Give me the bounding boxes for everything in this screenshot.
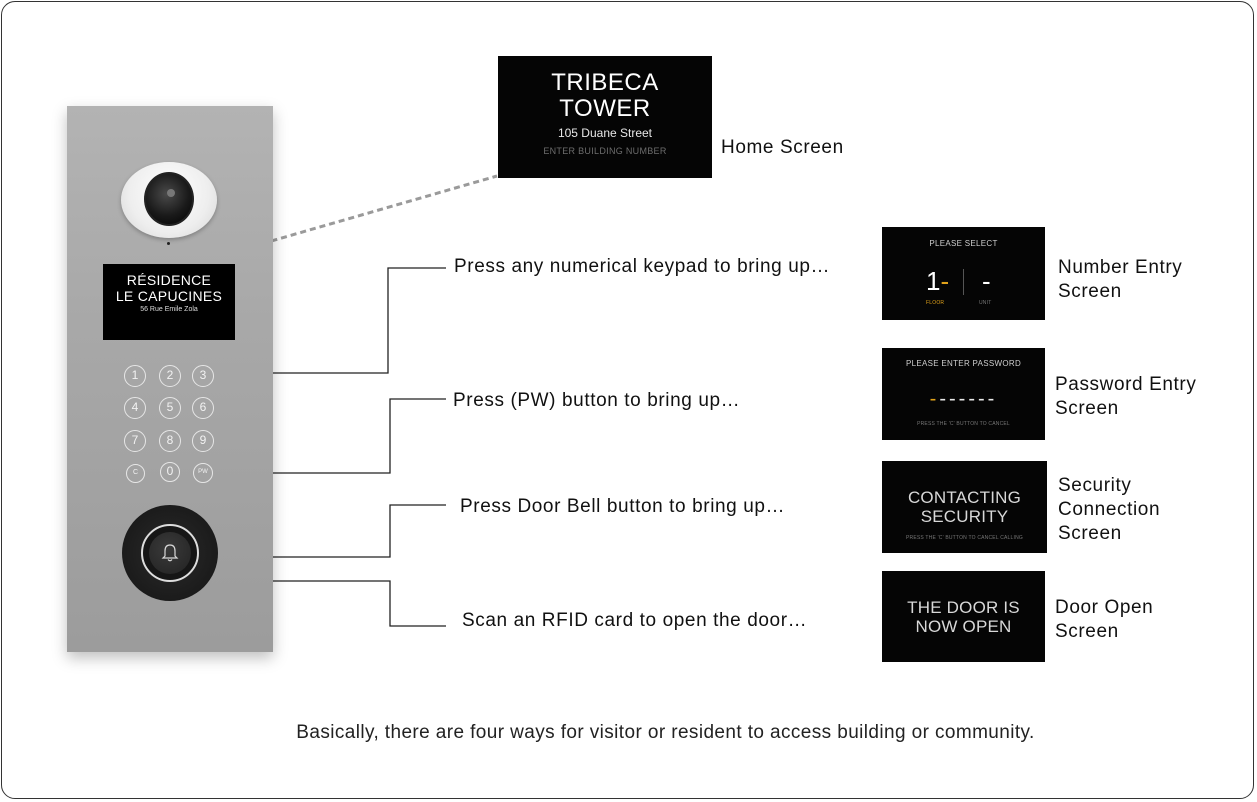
- security-connection-label: [1058, 474, 1160, 546]
- floor-value: 1-: [926, 266, 950, 296]
- key-0[interactable]: 0: [160, 462, 180, 482]
- unit-label: UNIT: [979, 300, 992, 306]
- key-pw[interactable]: PW: [193, 463, 213, 483]
- password-entry-label: [1055, 373, 1196, 421]
- door-open-screen: [882, 571, 1045, 662]
- action-keypad: Press any numerical keypad to bring up…: [454, 256, 831, 277]
- home-hint: ENTER BUILDING NUMBER: [543, 146, 667, 156]
- door-open-line1: THE DOOR IS: [907, 598, 1020, 617]
- diagram-caption: Basically, there are four ways for visitor or resident to access building or community.: [296, 722, 1035, 743]
- divider: [963, 269, 964, 295]
- key-cancel[interactable]: C: [126, 464, 145, 483]
- action-rfid: Scan an RFID card to open the door…: [462, 610, 808, 631]
- security-line2: SECURITY: [920, 507, 1009, 526]
- password-header: PLEASE ENTER PASSWORD: [905, 359, 1022, 368]
- key-4[interactable]: 4: [124, 397, 146, 419]
- home-address: 105 Duane Street: [557, 126, 653, 140]
- key-2[interactable]: 2: [159, 365, 181, 387]
- door-open-line2: NOW OPEN: [915, 617, 1012, 636]
- panel-display-line2: LE CAPUCINES: [115, 288, 223, 304]
- key-6[interactable]: 6: [192, 397, 214, 419]
- key-9[interactable]: 9: [192, 430, 214, 452]
- home-title-line2: TOWER: [559, 95, 651, 122]
- security-footer: PRESS THE 'C' BUTTON TO CANCEL CALLING: [905, 535, 1024, 541]
- password-footer: PRESS THE 'C' BUTTON TO CANCEL: [917, 421, 1010, 427]
- floor-label: FLOOR: [926, 300, 945, 306]
- key-7[interactable]: 7: [124, 430, 146, 452]
- number-entry-label-line1: Number Entry: [1058, 257, 1183, 278]
- password-dashes: -------: [929, 388, 998, 410]
- key-5[interactable]: 5: [159, 397, 181, 419]
- security-label-line1: Security: [1058, 475, 1132, 496]
- panel-display-line1: RÉSIDENCE: [126, 272, 212, 288]
- key-1[interactable]: 1: [124, 365, 146, 387]
- panel-display-address: 56 Rue Emile Zola: [140, 306, 198, 313]
- door-bell-button[interactable]: [141, 524, 199, 582]
- action-doorbell: Press Door Bell button to bring up…: [460, 496, 786, 517]
- security-line1: CONTACTING: [907, 488, 1022, 507]
- security-connection-screen: [882, 461, 1047, 553]
- number-entry-label: [1058, 256, 1182, 304]
- number-entry-label-line2: Screen: [1058, 281, 1122, 302]
- password-cursor: -: [929, 388, 940, 410]
- key-3[interactable]: 3: [192, 365, 214, 387]
- number-entry-header: PLEASE SELECT: [929, 239, 998, 248]
- camera: [121, 162, 217, 238]
- number-entry-screen: [882, 227, 1045, 320]
- password-entry-label-line2: Screen: [1055, 398, 1119, 419]
- security-label-line3: Screen: [1058, 523, 1122, 544]
- door-open-label-line1: Door Open: [1055, 597, 1154, 618]
- unit-value: -: [982, 266, 991, 296]
- camera-lens-icon: [144, 172, 194, 226]
- door-open-label: [1055, 596, 1153, 644]
- rfid-reader[interactable]: [122, 505, 218, 601]
- home-title-line1: TRIBECA: [551, 69, 659, 96]
- bell-icon: [149, 532, 191, 574]
- action-password: Press (PW) button to bring up…: [453, 390, 741, 411]
- key-8[interactable]: 8: [159, 430, 181, 452]
- password-entry-screen: [882, 348, 1045, 440]
- home-screen: [498, 56, 712, 178]
- microphone-icon: [167, 242, 170, 245]
- floor-cursor: -: [940, 266, 950, 296]
- password-entry-label-line1: Password Entry: [1055, 374, 1197, 395]
- home-screen-label: Home Screen: [721, 137, 844, 158]
- panel-display: [103, 264, 235, 340]
- door-open-label-line2: Screen: [1055, 621, 1119, 642]
- security-label-line2: Connection: [1058, 499, 1161, 520]
- intercom-panel: [67, 106, 273, 652]
